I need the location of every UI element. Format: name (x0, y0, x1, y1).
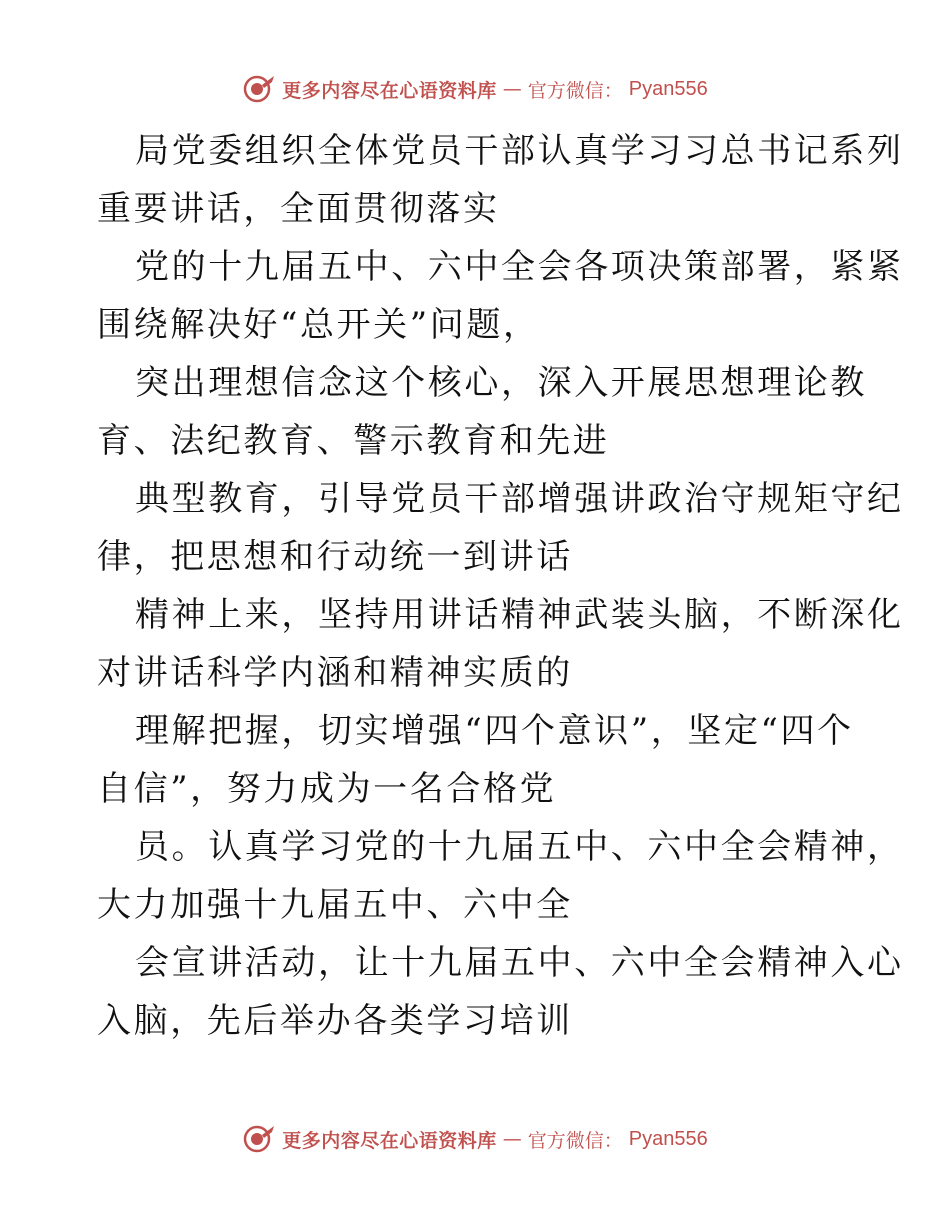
paragraph-line: 育、法纪教育、警示教育和先进 (97, 421, 610, 461)
watermark-title: 更多内容尽在心语资料库 (282, 1129, 497, 1152)
paragraph-line: 员。认真学习党的十九届五中、六中全会精神， (135, 827, 904, 867)
paragraph-line: 精神上来，坚持用讲话精神武装头脑，不断深化 (135, 595, 904, 635)
paragraph-line: 律，把思想和行动统一到讲话 (97, 537, 573, 577)
paragraph (97, 122, 904, 238)
watermark-id: Pyan556 (628, 1127, 708, 1150)
paragraph (97, 818, 904, 934)
paragraph-line: 突出理想信念这个核心，深入开展思想理论教 (135, 363, 867, 403)
paragraph-line: 围绕解决好“总开关”问题， (97, 305, 540, 345)
paragraph-line: 会宣讲活动，让十九届五中、六中全会精神入心 (135, 943, 904, 983)
paragraph-line: 理解把握，切实增强“四个意识”，坚定“四个 (135, 711, 854, 751)
watermark-id: Pyan556 (628, 77, 708, 100)
paragraph-line: 自信”，努力成为一名合格党 (97, 769, 557, 809)
footer-watermark (0, 1122, 950, 1156)
paragraph-line: 入脑，先后举办各类学习培训 (97, 1001, 573, 1041)
watermark-title: 更多内容尽在心语资料库 (282, 79, 497, 102)
paragraph (97, 238, 904, 354)
watermark-label: 官方微信： (527, 1129, 623, 1152)
watermark-dash: — (502, 78, 522, 100)
watermark-label: 官方微信： (527, 79, 623, 102)
paragraph (97, 934, 904, 1050)
paragraph-line: 局党委组织全体党员干部认真学习习总书记系列 (135, 131, 904, 171)
watermark-dash: — (502, 1128, 522, 1150)
pen-seal-icon (242, 73, 276, 105)
paragraph-line: 大力加强十九届五中、六中全 (97, 885, 573, 925)
header-watermark (0, 72, 950, 106)
paragraph-line: 典型教育，引导党员干部增强讲政治守规矩守纪 (135, 479, 904, 519)
pen-seal-icon (242, 1123, 276, 1155)
paragraph (97, 586, 904, 702)
document-body (97, 122, 904, 1050)
paragraph-line: 党的十九届五中、六中全会各项决策部署，紧紧 (135, 247, 904, 287)
paragraph (97, 354, 867, 470)
paragraph-line: 对讲话科学内涵和精神实质的 (97, 653, 573, 693)
paragraph-line: 重要讲话，全面贯彻落实 (97, 189, 500, 229)
paragraph (97, 702, 857, 818)
paragraph (97, 470, 904, 586)
